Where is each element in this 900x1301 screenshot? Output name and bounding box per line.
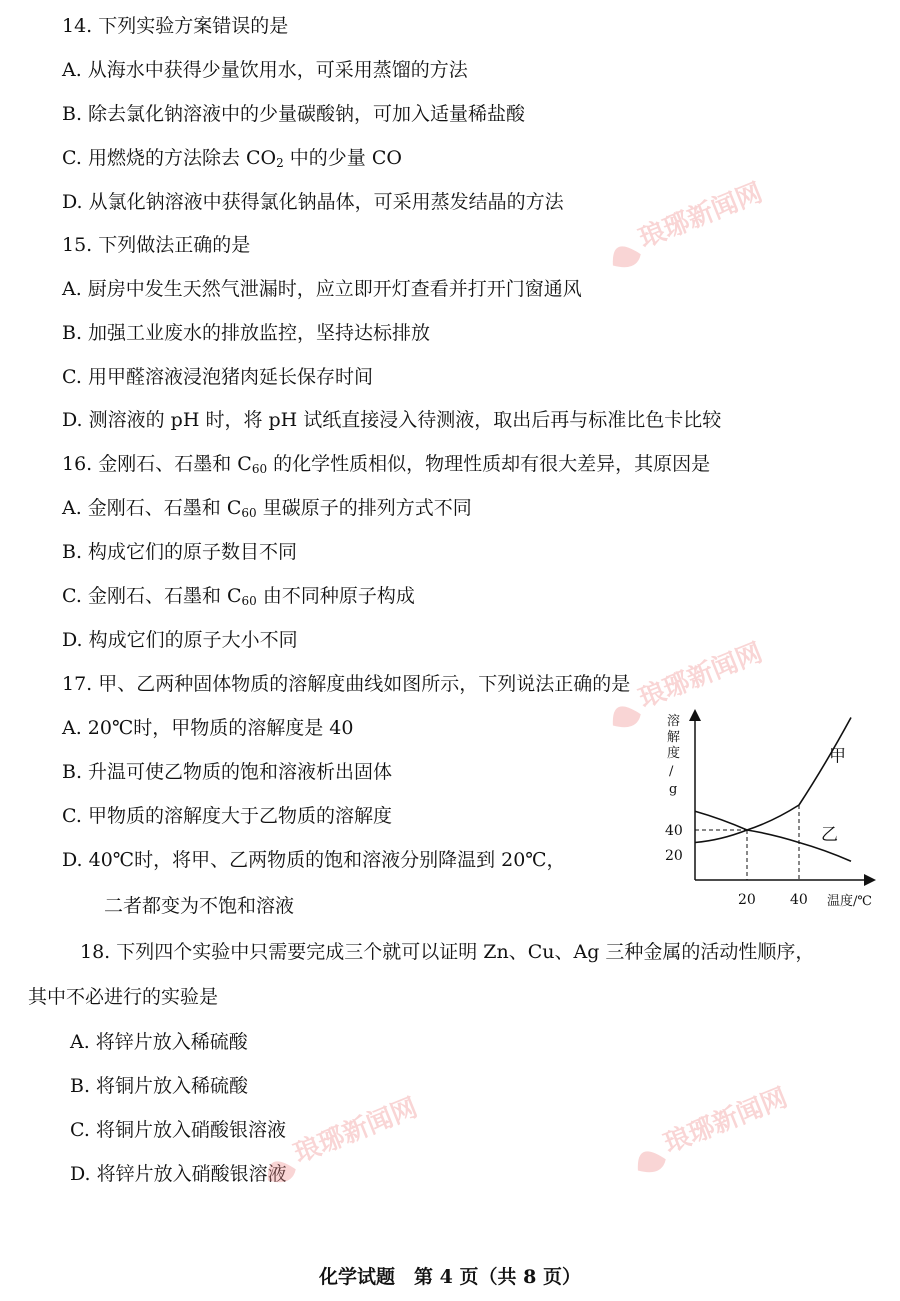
series-line-jia xyxy=(695,718,851,843)
q18-option-c: C. 将铜片放入硝酸银溶液 xyxy=(70,1119,286,1141)
svg-text:琅琊新闻网: 琅琊新闻网 xyxy=(634,177,767,255)
q15-stem: 15. 下列做法正确的是 xyxy=(62,234,251,256)
q16-option-a: A. 金刚石、石墨和 $C_{60}$ 里碳原子的排列方式不同 xyxy=(62,497,472,520)
q18-option-a: A. 将锌片放入稀硫酸 xyxy=(70,1031,248,1053)
q17-stem: 17. 甲、乙两种固体物质的溶解度曲线如图所示，下列说法正确的是 xyxy=(62,673,631,695)
q17-option-a: A. 20℃时，甲物质的溶解度是 40 xyxy=(62,717,354,739)
svg-text:解: 解 xyxy=(667,730,681,745)
series-label-yi: 乙 xyxy=(821,825,838,845)
q17-option-d-cont: 二者都变为不饱和溶液 xyxy=(104,895,295,917)
q15-option-c: C. 用甲醛溶液浸泡猪肉延长保存时间 xyxy=(62,366,373,388)
watermark-logo xyxy=(615,1070,805,1175)
svg-text:溶: 溶 xyxy=(667,714,681,729)
watermark-logo xyxy=(590,165,780,270)
q15-option-d: D. 测溶液的 pH 时，将 pH 试纸直接浸入待测液，取出后再与标准比色卡比较 xyxy=(62,409,722,431)
svg-text:/: / xyxy=(669,764,674,779)
x-axis-label: 温度/℃ xyxy=(827,894,872,909)
svg-text:g: g xyxy=(669,782,678,797)
svg-text:琅琊新闻网: 琅琊新闻网 xyxy=(634,637,767,715)
q18-stem-cont: 其中不必进行的实验是 xyxy=(28,986,219,1008)
svg-text:琅琊新闻网: 琅琊新闻网 xyxy=(289,1092,422,1170)
q17-option-b: B. 升温可使乙物质的饱和溶液析出固体 xyxy=(62,761,393,783)
q17-option-d: D. 40℃时，将甲、乙两物质的饱和溶液分别降温到 20℃， xyxy=(62,849,566,871)
q16-stem: 16. 金刚石、石墨和 $C_{60}$ 的化学性质相似，物理性质却有很大差异，其原因是 xyxy=(62,453,711,476)
q14-option-b: B. 除去氯化钠溶液中的少量碳酸钠，可加入适量稀盐酸 xyxy=(62,103,526,125)
page-footer: 化学试题 第 4 页（共 8 页） xyxy=(319,1266,581,1288)
q16-option-d: D. 构成它们的原子大小不同 xyxy=(62,629,298,651)
q16-option-c: C. 金刚石、石墨和 $C_{60}$ 由不同种原子构成 xyxy=(62,585,415,608)
q14-option-d: D. 从氯化钠溶液中获得氯化钠晶体，可采用蒸发结晶的方法 xyxy=(62,191,564,213)
q18-option-b: B. 将铜片放入稀硫酸 xyxy=(70,1075,249,1097)
y-tick-label-20: 20 xyxy=(665,848,683,864)
q15-option-a: A. 厨房中发生天然气泄漏时，应立即开灯查看并打开门窗通风 xyxy=(62,278,582,300)
q16-option-b: B. 构成它们的原子数目不同 xyxy=(62,541,298,563)
solubility-chart xyxy=(655,705,890,915)
q18-stem: 18. 下列四个实验中只需要完成三个就可以证明 Zn、Cu、Ag 三种金属的活动性顺序， xyxy=(80,941,815,963)
y-axis-label-stack xyxy=(667,713,680,797)
q15-option-b: B. 加强工业废水的排放监控，坚持达标排放 xyxy=(62,322,431,344)
q17-option-c: C. 甲物质的溶解度大于乙物质的溶解度 xyxy=(62,805,392,827)
svg-text:度: 度 xyxy=(667,746,681,761)
series-label-jia: 甲 xyxy=(829,746,846,767)
x-tick-label-20: 20 xyxy=(738,892,756,908)
q14-option-a: A. 从海水中获得少量饮用水，可采用蒸馏的方法 xyxy=(62,59,468,81)
y-tick-label-40: 40 xyxy=(665,823,683,839)
q14-stem: 14. 下列实验方案错误的是 xyxy=(62,15,289,37)
q18-option-d: D. 将锌片放入硝酸银溶液 xyxy=(70,1163,287,1185)
q14-option-c: C. 用燃烧的方法除去 $CO_2$ 中的少量 CO xyxy=(62,147,402,170)
x-tick-label-40: 40 xyxy=(790,892,808,908)
svg-text:琅琊新闻网: 琅琊新闻网 xyxy=(659,1082,792,1160)
